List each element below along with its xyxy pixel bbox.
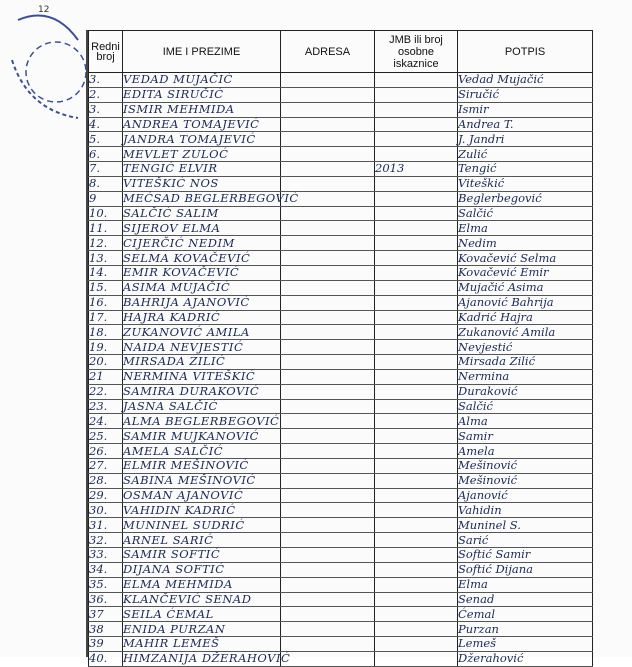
row-signature: Elma: [458, 221, 593, 236]
row-address: [281, 102, 375, 117]
row-jmb: [375, 503, 458, 518]
row-signature: Mirsada Zilić: [458, 355, 593, 370]
row-signature: Ajanović Bahrija: [458, 295, 593, 310]
row-jmb: [375, 637, 458, 652]
row-number: 26.: [89, 444, 123, 459]
row-name: ISMIR MEHMIDA: [123, 102, 281, 117]
row-address: [281, 488, 375, 503]
row-number: 34.: [89, 562, 123, 577]
row-address: [281, 518, 375, 533]
row-name: HIMZANIJA DŽERAHOVIĆ: [123, 651, 291, 666]
row-name: MEĆSAD BEGLERBEGOVIĆ: [123, 191, 299, 206]
row-number: 39: [89, 637, 123, 652]
row-signature: Kovačević Selma: [458, 251, 593, 266]
row-address: [281, 369, 375, 384]
row-name: ELMA MEHMIDA: [123, 577, 281, 592]
row-name: JANDRA TOMAJEVIĆ: [123, 132, 281, 147]
table-row: [89, 206, 593, 221]
row-address: [281, 162, 375, 177]
row-number: 35.: [89, 577, 123, 592]
row-signature: Softić Dijana: [458, 562, 593, 577]
row-address: [281, 265, 375, 280]
row-signature: Nermina: [458, 369, 593, 384]
row-name: MUNINEL SUDRIĆ: [123, 518, 281, 533]
row-jmb: [375, 577, 458, 592]
row-jmb: [375, 651, 458, 666]
row-jmb: [375, 562, 458, 577]
row-signature: Samir: [458, 429, 593, 444]
row-number: 16.: [89, 295, 123, 310]
row-jmb: [375, 533, 458, 548]
row-address: [281, 221, 375, 236]
table-row: [89, 176, 593, 191]
row-address: [281, 251, 375, 266]
row-jmb: [375, 548, 458, 563]
row-signature: Beglerbegović: [458, 191, 593, 206]
row-name: MIRSADA ZILIĆ: [123, 355, 281, 370]
row-signature: Viteškić: [458, 176, 593, 191]
row-name: ASIMA MUJAČIĆ: [123, 280, 281, 295]
row-signature: Ćemal: [458, 607, 593, 622]
row-jmb: [375, 117, 458, 132]
table-row: [89, 251, 593, 266]
row-jmb: [375, 340, 458, 355]
row-jmb: [375, 265, 458, 280]
row-address: [281, 236, 375, 251]
row-number: 10.: [89, 206, 123, 221]
row-name: ANDREA TOMAJEVIĆ: [123, 117, 281, 132]
row-name: EMIR KOVAČEVIĆ: [123, 265, 281, 280]
table-row: [89, 355, 593, 370]
row-jmb: [375, 280, 458, 295]
row-jmb: [375, 384, 458, 399]
row-name: SABINA MEŠINOVIĆ: [123, 473, 281, 488]
table-row: [89, 147, 593, 162]
table-row: [89, 384, 593, 399]
row-jmb: [375, 355, 458, 370]
row-number: 38: [89, 622, 123, 637]
row-number: 24.: [89, 414, 123, 429]
row-number: 40.: [89, 651, 123, 666]
row-signature: Senad: [458, 592, 593, 607]
row-number: 37: [89, 607, 123, 622]
table-row: [89, 592, 593, 607]
row-number: 27.: [89, 458, 123, 473]
table-row: [89, 325, 593, 340]
row-name: SALČIĆ SALIM: [123, 206, 281, 221]
row-signature: Amela: [458, 444, 593, 459]
row-jmb: [375, 73, 458, 88]
row-number: 28.: [89, 473, 123, 488]
row-number: 7.: [89, 162, 123, 177]
col-header-name: IME I PREZIME: [123, 31, 281, 73]
table-row: [89, 577, 593, 592]
row-number: 3.: [89, 73, 123, 88]
row-signature: Kadrić Hajra: [458, 310, 593, 325]
table-header-row: [89, 31, 593, 73]
table-row: [89, 221, 593, 236]
signature-sheet: [88, 30, 592, 666]
table-row: [89, 651, 593, 666]
col-header-signature: POTPIS: [458, 31, 593, 73]
row-signature: Džerahović: [458, 651, 593, 666]
row-address: [281, 444, 375, 459]
table-row: [89, 429, 593, 444]
table-row: [89, 117, 593, 132]
row-jmb: [375, 295, 458, 310]
row-address: [281, 429, 375, 444]
row-number: 17.: [89, 310, 123, 325]
row-address: [281, 503, 375, 518]
row-name: SAMIRA DURAKOVIĆ: [123, 384, 281, 399]
row-jmb: [375, 458, 458, 473]
table-row: [89, 191, 593, 206]
row-signature: J. Jandri: [458, 132, 593, 147]
table-row: [89, 280, 593, 295]
row-name: MAHIR LEMEŠ: [123, 637, 281, 652]
row-signature: Salčić: [458, 399, 593, 414]
row-address: [281, 651, 375, 666]
row-address: [281, 280, 375, 295]
row-jmb: 2013: [375, 162, 458, 177]
row-address: [281, 73, 375, 88]
row-name: NAIDA NEVJESTIĆ: [123, 340, 281, 355]
row-jmb: [375, 325, 458, 340]
row-number: 20.: [89, 355, 123, 370]
table-row: [89, 310, 593, 325]
row-number: 13.: [89, 251, 123, 266]
row-number: 19.: [89, 340, 123, 355]
row-name: JASNA SALČIĆ: [123, 399, 281, 414]
row-number: 29.: [89, 488, 123, 503]
row-name: HAJRA KADRIĆ: [123, 310, 281, 325]
row-jmb: [375, 132, 458, 147]
table-row: [89, 548, 593, 563]
row-number: 4.: [89, 117, 123, 132]
row-address: [281, 87, 375, 102]
row-jmb: [375, 147, 458, 162]
table-row: [89, 399, 593, 414]
row-name: ARNEL SARIĆ: [123, 533, 281, 548]
table-row: [89, 622, 593, 637]
row-signature: Kovačević Emir: [458, 265, 593, 280]
row-address: [281, 622, 375, 637]
row-address: [281, 399, 375, 414]
row-signature: Mešinović: [458, 458, 593, 473]
row-signature: Alma: [458, 414, 593, 429]
row-number: 30.: [89, 503, 123, 518]
row-address: [281, 592, 375, 607]
row-number: 32.: [89, 533, 123, 548]
row-signature: Ismir: [458, 102, 593, 117]
table-row: [89, 236, 593, 251]
row-name: VITEŠKIĆ NOS: [123, 176, 281, 191]
row-jmb: [375, 444, 458, 459]
row-address: [281, 473, 375, 488]
row-name: ZUKANOVIĆ AMILA: [123, 325, 281, 340]
row-jmb: [375, 221, 458, 236]
table-row: [89, 132, 593, 147]
table-row: [89, 503, 593, 518]
row-jmb: [375, 176, 458, 191]
row-address: [281, 340, 375, 355]
row-address: [281, 414, 375, 429]
row-address: [281, 355, 375, 370]
row-name: ALMA BEGLERBEGOVIĆ: [123, 413, 280, 428]
row-signature: Nedim: [458, 236, 593, 251]
row-number: 5.: [89, 132, 123, 147]
table-row: [89, 518, 593, 533]
row-signature: Sarić: [458, 533, 593, 548]
row-name: VAHIDIN KADRIĆ: [123, 503, 281, 518]
table-row: [89, 533, 593, 548]
row-name: DIJANA SOFTIĆ: [123, 562, 281, 577]
row-address: [281, 533, 375, 548]
col-header-jmb: JMB ili broj osobne iskaznice: [375, 31, 458, 73]
row-name: EDITA SIRUČIĆ: [123, 87, 281, 102]
row-number: 23.: [89, 399, 123, 414]
table-row: [89, 562, 593, 577]
table-row: [89, 265, 593, 280]
col-header-address: ADRESA: [281, 31, 375, 73]
table-row: [89, 473, 593, 488]
row-number: 21: [89, 369, 123, 384]
row-number: 11.: [89, 221, 123, 236]
row-name: BAHRIJA AJANOVIĆ: [123, 295, 281, 310]
row-signature: Mujačić Asima: [458, 280, 593, 295]
row-jmb: [375, 87, 458, 102]
table-row: [89, 295, 593, 310]
row-name: ELMIR MEŠINOVIĆ: [123, 458, 281, 473]
row-name: SELMA KOVAČEVIĆ: [123, 251, 281, 266]
row-jmb: [375, 518, 458, 533]
row-address: [281, 176, 375, 191]
row-address: [281, 637, 375, 652]
table-row: [89, 102, 593, 117]
row-number: 2.: [89, 87, 123, 102]
row-signature: Siručić: [458, 87, 593, 102]
row-name: ENIDA PURZAN: [123, 622, 281, 637]
row-number: 18.: [89, 325, 123, 340]
row-number: 33.: [89, 548, 123, 563]
row-address: [281, 577, 375, 592]
row-signature: Lemeš: [458, 637, 593, 652]
row-address: [281, 310, 375, 325]
row-number: 22.: [89, 384, 123, 399]
row-jmb: [375, 607, 458, 622]
table-row: [89, 444, 593, 459]
table-row: [89, 162, 593, 177]
row-jmb: [375, 488, 458, 503]
row-jmb: [375, 399, 458, 414]
row-signature: Softić Samir: [458, 548, 593, 563]
row-address: [281, 548, 375, 563]
row-jmb: [375, 191, 458, 206]
row-jmb: [375, 236, 458, 251]
row-name: VEDAD MUJAČIĆ: [123, 73, 281, 88]
row-signature: Zukanović Amila: [458, 325, 593, 340]
row-name: KLANČEVIĆ SENAD: [123, 592, 281, 607]
row-name: MEVLET ZULOĆ: [123, 147, 281, 162]
row-jmb: [375, 102, 458, 117]
row-address: [281, 147, 375, 162]
table-row: [89, 414, 593, 429]
row-signature: Duraković: [458, 384, 593, 399]
row-address: [281, 562, 375, 577]
row-signature: Elma: [458, 577, 593, 592]
row-signature: Tengić: [458, 162, 593, 177]
row-signature: Salčić: [458, 206, 593, 221]
row-signature: Ajanović: [458, 488, 593, 503]
table-row: [89, 73, 593, 88]
row-address: [281, 384, 375, 399]
row-signature: Vedad Mujačić: [458, 73, 593, 88]
row-address: [281, 132, 375, 147]
row-jmb: [375, 473, 458, 488]
row-name: OSMAN AJANOVIĆ: [123, 488, 281, 503]
row-address: [281, 295, 375, 310]
row-name: SAMIR MUJKANOVIĆ: [123, 429, 281, 444]
row-signature: Purzan: [458, 622, 593, 637]
row-name: SEILA ĆEMAL: [123, 607, 281, 622]
row-name: AMELA SALČIĆ: [123, 444, 281, 459]
row-address: [281, 206, 375, 221]
row-jmb: [375, 622, 458, 637]
stamp-seal: [8, 0, 88, 130]
row-signature: Nevjestić: [458, 340, 593, 355]
table-row: [89, 87, 593, 102]
row-signature: Zulić: [458, 147, 593, 162]
table-row: [89, 369, 593, 384]
signature-table: [88, 30, 593, 667]
row-address: [281, 458, 375, 473]
row-jmb: [375, 414, 458, 429]
row-number: 3.: [89, 102, 123, 117]
row-signature: Muninel S.: [458, 518, 593, 533]
row-number: 31.: [89, 518, 123, 533]
row-jmb: [375, 206, 458, 221]
row-jmb: [375, 310, 458, 325]
row-signature: Andrea T.: [458, 117, 593, 132]
table-row: [89, 458, 593, 473]
row-signature: Mešinović: [458, 473, 593, 488]
row-number: 12.: [89, 236, 123, 251]
row-address: [281, 117, 375, 132]
row-jmb: [375, 251, 458, 266]
row-name: SAMIR SOFTIĆ: [123, 548, 281, 563]
table-row: [89, 488, 593, 503]
table-row: [89, 607, 593, 622]
row-address: [281, 325, 375, 340]
row-number: 15.: [89, 280, 123, 295]
row-name: SIJEROV ELMA: [123, 221, 281, 236]
row-name: NERMINA VITEŠKIĆ: [123, 369, 281, 384]
svg-text:12: 12: [38, 5, 50, 15]
table-row: [89, 340, 593, 355]
row-signature: Vahidin: [458, 503, 593, 518]
row-number: 14.: [89, 265, 123, 280]
row-number: 25.: [89, 429, 123, 444]
row-number: 9: [89, 191, 123, 206]
row-name: CIJERČIĆ NEDIM: [123, 236, 281, 251]
row-number: 8.: [89, 176, 123, 191]
row-name: TENGIĆ ELVIR: [123, 162, 281, 177]
row-jmb: [375, 592, 458, 607]
row-number: 36.: [89, 592, 123, 607]
table-row: [89, 637, 593, 652]
row-address: [281, 607, 375, 622]
col-header-num: Redni broj: [89, 31, 123, 73]
row-jmb: [375, 369, 458, 384]
row-jmb: [375, 429, 458, 444]
row-number: 6.: [89, 147, 123, 162]
